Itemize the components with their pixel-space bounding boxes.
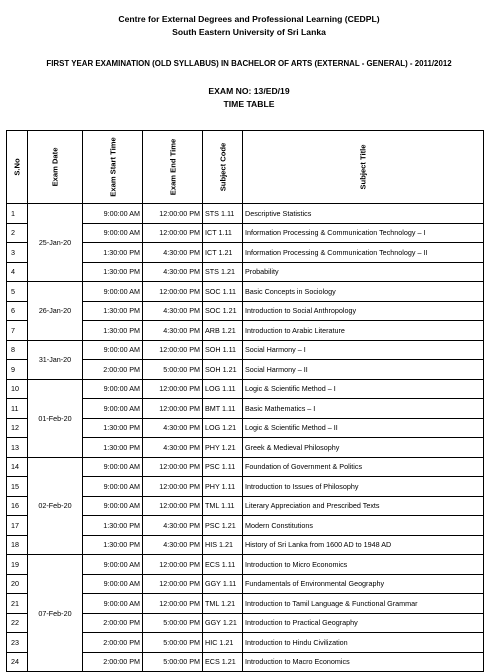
subject-code-cell: STS 1.11 — [203, 204, 243, 224]
serial-number-cell: 18 — [7, 535, 28, 555]
subject-code-cell: TML 1.11 — [203, 496, 243, 516]
subject-code-cell: ECS 1.21 — [203, 652, 243, 672]
subject-code-cell: PSC 1.21 — [203, 516, 243, 536]
end-time-cell: 12:00:00 PM — [143, 555, 203, 575]
serial-number-cell: 24 — [7, 652, 28, 672]
subject-code-cell: LOG 1.21 — [203, 418, 243, 438]
end-time-cell: 4:30:00 PM — [143, 535, 203, 555]
subject-code-cell: SOC 1.11 — [203, 282, 243, 302]
exam-date-cell: 25-Jan-20 — [28, 204, 83, 282]
subject-title-cell: Introduction to Macro Economics — [243, 652, 484, 672]
start-time-cell: 9:00:00 AM — [83, 457, 143, 477]
column-header-label: Exam Start Time — [108, 137, 117, 197]
column-header-label: Exam End Time — [168, 138, 177, 196]
subject-title-cell: Introduction to Micro Economics — [243, 555, 484, 575]
subject-code-cell: GGY 1.21 — [203, 613, 243, 633]
column-header — [28, 131, 83, 204]
table-row — [7, 204, 484, 224]
serial-number-cell: 14 — [7, 457, 28, 477]
start-time-cell: 1:30:00 PM — [83, 535, 143, 555]
exam-date-cell: 26-Jan-20 — [28, 282, 83, 341]
exam-number: EXAM NO: 13/ED/19 — [208, 86, 290, 96]
start-time-cell: 9:00:00 AM — [83, 496, 143, 516]
subject-title-cell: History of Sri Lanka from 1600 AD to 1948 AD — [243, 535, 484, 555]
column-header-label: S.No — [12, 158, 22, 176]
start-time-cell: 9:00:00 AM — [83, 594, 143, 614]
end-time-cell: 5:00:00 PM — [143, 360, 203, 380]
serial-number-cell: 13 — [7, 438, 28, 458]
exam-date-cell: 01-Feb-20 — [28, 379, 83, 457]
subject-title-cell: Social Harmony – II — [243, 360, 484, 380]
end-time-cell: 12:00:00 PM — [143, 594, 203, 614]
subject-title-cell: Descriptive Statistics — [243, 204, 484, 224]
serial-number-cell: 9 — [7, 360, 28, 380]
serial-number-cell: 10 — [7, 379, 28, 399]
end-time-cell: 12:00:00 PM — [143, 496, 203, 516]
serial-number-cell: 22 — [7, 613, 28, 633]
subject-code-cell: SOH 1.21 — [203, 360, 243, 380]
serial-number-cell: 2 — [7, 223, 28, 243]
end-time-cell: 12:00:00 PM — [143, 282, 203, 302]
subject-code-cell: LOG 1.11 — [203, 379, 243, 399]
column-header — [143, 131, 203, 204]
end-time-cell: 12:00:00 PM — [143, 223, 203, 243]
subject-title-cell: Social Harmony – I — [243, 340, 484, 360]
serial-number-cell: 20 — [7, 574, 28, 594]
subject-title-cell: Basic Mathematics – I — [243, 399, 484, 419]
start-time-cell: 9:00:00 AM — [83, 340, 143, 360]
column-header — [7, 131, 28, 204]
subject-code-cell: SOC 1.21 — [203, 301, 243, 321]
end-time-cell: 12:00:00 PM — [143, 574, 203, 594]
subject-code-cell: ARB 1.21 — [203, 321, 243, 341]
end-time-cell: 12:00:00 PM — [143, 340, 203, 360]
start-time-cell: 1:30:00 PM — [83, 516, 143, 536]
end-time-cell: 5:00:00 PM — [143, 613, 203, 633]
start-time-cell: 9:00:00 AM — [83, 399, 143, 419]
exam-date-cell: 31-Jan-20 — [28, 340, 83, 379]
subject-code-cell: PSC 1.11 — [203, 457, 243, 477]
subject-title-cell: Basic Concepts in Sociology — [243, 282, 484, 302]
subject-title-cell: Greek & Medieval Philosophy — [243, 438, 484, 458]
start-time-cell: 9:00:00 AM — [83, 223, 143, 243]
subject-code-cell: SOH 1.11 — [203, 340, 243, 360]
column-header — [203, 131, 243, 204]
subject-code-cell: HIS 1.21 — [203, 535, 243, 555]
subject-title-cell: Literary Appreciation and Prescribed Texts — [243, 496, 484, 516]
subject-title-cell: Introduction to Arabic Literature — [243, 321, 484, 341]
start-time-cell: 9:00:00 AM — [83, 477, 143, 497]
start-time-cell: 9:00:00 AM — [83, 282, 143, 302]
serial-number-cell: 23 — [7, 633, 28, 653]
subject-title-cell: Information Processing & Communication Technology – II — [243, 243, 484, 263]
start-time-cell: 2:00:00 PM — [83, 360, 143, 380]
serial-number-cell: 4 — [7, 262, 28, 282]
subject-code-cell: STS 1.21 — [203, 262, 243, 282]
end-time-cell: 4:30:00 PM — [143, 262, 203, 282]
table-row — [7, 282, 484, 302]
column-header-label: Exam Date — [50, 147, 60, 187]
column-header — [243, 131, 484, 204]
exam-title: FIRST YEAR EXAMINATION (OLD SYLLABUS) IN BACHELOR OF ARTS (EXTERNAL - GENERAL) - 2011/2012 — [46, 59, 452, 68]
serial-number-cell: 11 — [7, 399, 28, 419]
start-time-cell: 1:30:00 PM — [83, 438, 143, 458]
start-time-cell: 1:30:00 PM — [83, 418, 143, 438]
start-time-cell: 9:00:00 AM — [83, 555, 143, 575]
subject-title-cell: Logic & Scientific Method – II — [243, 418, 484, 438]
subject-code-cell: TML 1.21 — [203, 594, 243, 614]
subject-code-cell: ECS 1.11 — [203, 555, 243, 575]
subject-code-cell: ICT 1.21 — [203, 243, 243, 263]
end-time-cell: 12:00:00 PM — [143, 204, 203, 224]
end-time-cell: 4:30:00 PM — [143, 438, 203, 458]
subject-title-cell: Modern Constitutions — [243, 516, 484, 536]
subject-title-cell: Foundation of Government & Politics — [243, 457, 484, 477]
subject-title-cell: Introduction to Social Anthropology — [243, 301, 484, 321]
timetable — [6, 130, 484, 672]
table-row — [7, 340, 484, 360]
subject-title-cell: Introduction to Tamil Language & Functional Grammar — [243, 594, 484, 614]
column-header — [83, 131, 143, 204]
column-header-label: Subject Title — [358, 144, 368, 190]
serial-number-cell: 8 — [7, 340, 28, 360]
subject-code-cell: ICT 1.11 — [203, 223, 243, 243]
serial-number-cell: 3 — [7, 243, 28, 263]
subject-title-cell: Fundamentals of Environmental Geography — [243, 574, 484, 594]
start-time-cell: 2:00:00 PM — [83, 613, 143, 633]
end-time-cell: 4:30:00 PM — [143, 301, 203, 321]
start-time-cell: 1:30:00 PM — [83, 321, 143, 341]
exam-date-cell: 02-Feb-20 — [28, 457, 83, 555]
table-header-row — [7, 131, 484, 204]
serial-number-cell: 12 — [7, 418, 28, 438]
serial-number-cell: 21 — [7, 594, 28, 614]
end-time-cell: 12:00:00 PM — [143, 477, 203, 497]
start-time-cell: 9:00:00 AM — [83, 574, 143, 594]
page-title: TIME TABLE — [223, 99, 275, 109]
subject-title-cell: Introduction to Practical Geography — [243, 613, 484, 633]
subject-title-cell: Introduction to Hindu Civilization — [243, 633, 484, 653]
column-header-label: Subject Code — [218, 142, 227, 192]
subject-title-cell: Logic & Scientific Method – I — [243, 379, 484, 399]
subject-title-cell: Introduction to Issues of Philosophy — [243, 477, 484, 497]
subject-title-cell: Information Processing & Communication Technology – I — [243, 223, 484, 243]
subject-code-cell: PHY 1.21 — [203, 438, 243, 458]
university-name: South Eastern University of Sri Lanka — [172, 27, 326, 37]
subject-code-cell: GGY 1.11 — [203, 574, 243, 594]
start-time-cell: 1:30:00 PM — [83, 262, 143, 282]
start-time-cell: 9:00:00 AM — [83, 379, 143, 399]
start-time-cell: 2:00:00 PM — [83, 652, 143, 672]
start-time-cell: 1:30:00 PM — [83, 301, 143, 321]
subject-title-cell: Probability — [243, 262, 484, 282]
end-time-cell: 12:00:00 PM — [143, 457, 203, 477]
end-time-cell: 4:30:00 PM — [143, 516, 203, 536]
end-time-cell: 4:30:00 PM — [143, 418, 203, 438]
end-time-cell: 5:00:00 PM — [143, 633, 203, 653]
end-time-cell: 12:00:00 PM — [143, 399, 203, 419]
end-time-cell: 4:30:00 PM — [143, 243, 203, 263]
exam-date-cell: 07-Feb-20 — [28, 555, 83, 672]
serial-number-cell: 5 — [7, 282, 28, 302]
serial-number-cell: 7 — [7, 321, 28, 341]
serial-number-cell: 17 — [7, 516, 28, 536]
table-row — [7, 457, 484, 477]
start-time-cell: 9:00:00 AM — [83, 204, 143, 224]
subject-code-cell: PHY 1.11 — [203, 477, 243, 497]
serial-number-cell: 16 — [7, 496, 28, 516]
start-time-cell: 1:30:00 PM — [83, 243, 143, 263]
table-body — [7, 204, 484, 672]
table-row — [7, 379, 484, 399]
serial-number-cell: 6 — [7, 301, 28, 321]
end-time-cell: 4:30:00 PM — [143, 321, 203, 341]
serial-number-cell: 15 — [7, 477, 28, 497]
end-time-cell: 12:00:00 PM — [143, 379, 203, 399]
subject-code-cell: BMT 1.11 — [203, 399, 243, 419]
end-time-cell: 5:00:00 PM — [143, 652, 203, 672]
table-row — [7, 555, 484, 575]
institution-name: Centre for External Degrees and Professional Learning (CEDPL) — [118, 14, 380, 24]
subject-code-cell: HIC 1.21 — [203, 633, 243, 653]
serial-number-cell: 1 — [7, 204, 28, 224]
start-time-cell: 2:00:00 PM — [83, 633, 143, 653]
serial-number-cell: 19 — [7, 555, 28, 575]
